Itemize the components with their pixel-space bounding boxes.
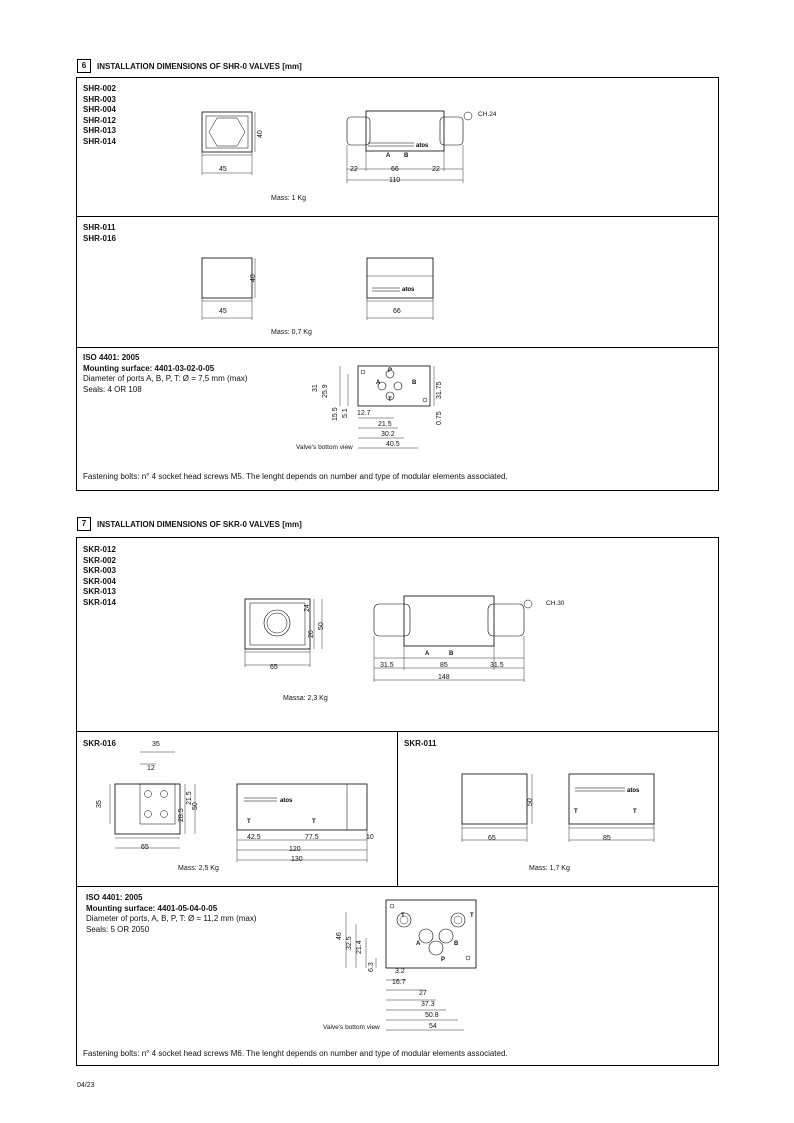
port-t-label: T [312, 819, 316, 825]
brand-logo: atos [280, 798, 293, 804]
port-t-label: T [574, 809, 578, 815]
dim-middle: 85 [440, 662, 448, 669]
brand-logo: atos [416, 143, 429, 149]
seals: Seals: 4 OR 108 [83, 384, 142, 394]
dim-46: 46 [336, 932, 343, 940]
page-number: 04/23 [77, 1082, 95, 1089]
section-title: INSTALLATION DIMENSIONS OF SHR-0 VALVES [mm] [97, 61, 302, 71]
dim-height: 40 [250, 274, 257, 282]
dim-27: 27 [419, 990, 427, 997]
seals: Seals: 5 OR 2050 [86, 924, 150, 934]
mass-value: Mass: 1 Kg [271, 195, 307, 202]
wrench-size: CH.30 [546, 600, 565, 607]
mass-value: Mass: 1,7 Kg [529, 865, 570, 872]
dim-12-7: 12.7 [357, 410, 371, 417]
divider [76, 216, 719, 217]
port-a-label: A [416, 941, 421, 947]
skr011-side-drawing [565, 768, 660, 848]
dim-120: 120 [289, 846, 301, 853]
dim-height: 40 [257, 130, 264, 138]
brand-logo: atos [627, 788, 640, 794]
section-6-heading [77, 59, 302, 73]
mounting-surface: Mounting surface: 4401-03-02-0-05 [83, 363, 215, 373]
dim-right: 31.5 [490, 662, 504, 669]
dim-length: 66 [393, 308, 401, 315]
model-list: SHR-002 SHR-003 SHR-004 SHR-012 SHR-013 SHR-014 [83, 84, 116, 146]
port-b-label: B [404, 153, 409, 159]
dim-21-5: 21.5 [186, 791, 193, 805]
dim-24: 24 [304, 604, 311, 612]
divider [397, 731, 398, 886]
divider [76, 347, 719, 348]
iso-standard: ISO 4401: 2005 [86, 893, 143, 902]
port-b-label: B [454, 941, 459, 947]
dim-42-5: 42.5 [247, 834, 261, 841]
dim-130: 130 [291, 856, 303, 863]
fastening-note: Fastening bolts: n° 4 socket head screws M5. The lenght depends on number and type of modular elements associated. [83, 472, 508, 481]
model-list: SKR-012 SKR-002 SKR-003 SKR-004 SKR-013 SKR-014 [83, 545, 116, 607]
port-t-label: T [247, 819, 251, 825]
section-7-heading [77, 517, 302, 531]
dim-26: 26 [308, 630, 315, 638]
port-diameter: Diameter of ports, A, B, P, T: Ø = 11,2 mm (max) [86, 914, 257, 923]
dim-width: 65 [270, 664, 278, 671]
port-t-label: T [633, 809, 637, 815]
dim-21-5: 21.5 [378, 421, 392, 428]
dim-left: 22 [350, 166, 358, 173]
divider [76, 886, 719, 887]
dim-total: 110 [389, 177, 401, 184]
shr-side-view-drawing [340, 103, 490, 188]
dim-width: 45 [219, 166, 227, 173]
dim-31-75: 31.75 [436, 381, 443, 399]
dim-50: 50 [318, 622, 325, 630]
dim-35-vertical: 35 [96, 800, 103, 808]
dim-6-3: 6.3 [368, 962, 375, 972]
dim-54: 54 [429, 1023, 437, 1030]
skr011-front-drawing [458, 768, 548, 848]
fastening-note: Fastening bolts: n° 4 socket head screws M6. The lenght depends on number and type of modular elements associated. [83, 1049, 508, 1058]
port-a-label: A [376, 380, 381, 386]
iso-spec-block [83, 353, 247, 395]
dim-50: 50 [192, 802, 199, 810]
mounting-surface-drawing [336, 898, 481, 1036]
section-title: INSTALLATION DIMENSIONS OF SKR-0 VALVES [mm] [97, 519, 302, 529]
dim-32-5: 32.5 [346, 936, 353, 950]
dim-28-5: 28.5 [178, 808, 185, 822]
skr016-side-drawing [232, 782, 377, 867]
port-a-label: A [425, 651, 430, 657]
dim-65: 65 [488, 835, 496, 842]
dim-middle: 66 [391, 166, 399, 173]
port-b-label: B [449, 651, 454, 657]
dim-35: 35 [152, 741, 160, 748]
dim-15-5: 15.5 [332, 407, 339, 421]
mounting-surface: Mounting surface: 4401-05-04-0-05 [86, 903, 218, 913]
bottom-view-caption: Valve's bottom view [296, 444, 353, 451]
dim-37-3: 37.3 [421, 1001, 435, 1008]
iso-standard: ISO 4401: 2005 [83, 353, 140, 362]
dim-5-1: 5.1 [342, 408, 349, 418]
mass-value: Massa: 2,3 Kg [283, 695, 328, 702]
dim-77-5: 77.5 [305, 834, 319, 841]
shr-small-front-drawing [195, 252, 270, 324]
dim-width: 45 [219, 308, 227, 315]
dim-right: 22 [432, 166, 440, 173]
iso-spec-block [86, 893, 257, 935]
dim-25-9: 25.9 [322, 384, 329, 398]
dim-total: 148 [438, 674, 450, 681]
bottom-view-caption: Valve's bottom view [323, 1024, 380, 1031]
port-a-label: A [386, 153, 391, 159]
section-number: 6 [77, 59, 91, 73]
dim-12: 12 [147, 765, 155, 772]
dim-3-2: 3.2 [395, 968, 405, 975]
dim-85: 85 [603, 835, 611, 842]
dim-40-5: 40.5 [386, 441, 400, 448]
port-p-label: P [388, 368, 393, 374]
section-number: 7 [77, 517, 91, 531]
mass-value: Mass: 2,5 Kg [178, 865, 219, 872]
port-b-label: B [412, 380, 417, 386]
skr-side-view-drawing [368, 592, 543, 687]
port-t-label: T [401, 913, 405, 919]
dim-left: 31.5 [380, 662, 394, 669]
dim-10: 10 [366, 834, 374, 841]
port-p-label: P [441, 957, 446, 963]
dim-30-2: 30.2 [381, 431, 395, 438]
brand-logo: atos [402, 287, 415, 293]
dim-65: 65 [141, 844, 149, 851]
port-t-label: T [388, 397, 392, 403]
dim-50: 50 [527, 798, 534, 806]
dim-21-4: 21.4 [356, 940, 363, 954]
model-list: SHR-011 SHR-016 [83, 223, 116, 243]
wrench-size: CH.24 [478, 111, 497, 118]
model-list: SKR-016 [83, 739, 116, 748]
shr-front-view-drawing [195, 105, 275, 185]
dim-31: 31 [312, 384, 319, 392]
port-t-label: T [470, 913, 474, 919]
dim-0-75: 0.75 [436, 411, 443, 425]
dim-50-8: 50.8 [425, 1012, 439, 1019]
port-diameter: Diameter of ports A, B, P, T: Ø = 7,5 mm (max) [83, 374, 248, 383]
dim-16-7: 16.7 [392, 979, 406, 986]
model-list: SKR-011 [404, 739, 437, 748]
mass-value: Mass: 0,7 Kg [271, 329, 312, 336]
